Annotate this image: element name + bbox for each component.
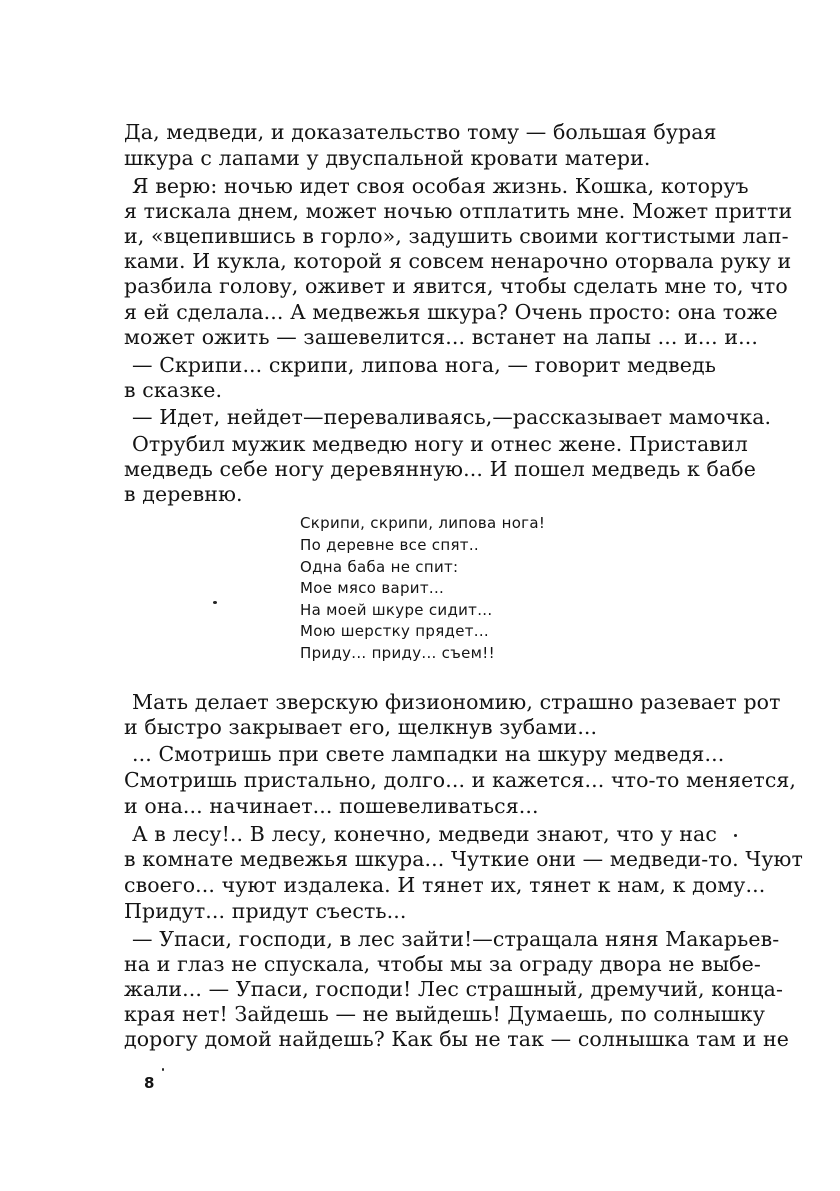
text-line: ками. И кукла, которой я совсем ненарочно оторвала руку и: [124, 249, 792, 273]
verse-line: По деревне все спят..: [300, 536, 479, 554]
page-number: 8: [144, 1074, 155, 1092]
verse-line: Скрипи, скрипи, липова нога!: [300, 514, 546, 532]
text-line: на и глаз не спускала, чтобы мы за ограду двора не выбе-: [124, 952, 761, 976]
text-line: я тискала днем, может ночью отплатить мне. Может притти: [124, 199, 793, 223]
verse-line: На моей шкуре сидит...: [300, 601, 493, 619]
text-line: своего... чуют издалека. И тянет их, тянет к нам, к дому...: [124, 873, 766, 897]
text-line: и, «вцепившись в горло», задушить своими когтистыми лап-: [124, 224, 789, 248]
text-line: я ей сделала... А медвежья шкура? Очень просто: она тоже: [124, 300, 778, 324]
verse-line: Одна баба не спит:: [300, 558, 459, 576]
text-line: Смотришь пристально, долго... и кажется... что-то меняется,: [124, 768, 797, 792]
text-line: Отрубил мужик медведю ногу и отнес жене. Приставил: [132, 432, 748, 456]
text-line: и быстро закрывает его, щелкнув зубами...: [124, 715, 598, 739]
text-line: жали... — Упаси, господи! Лес страшный, дремучий, конца-: [124, 977, 784, 1001]
text-line: в деревню.: [124, 482, 243, 506]
text-line: Придут... придут съесть...: [124, 899, 407, 923]
text-line: медведь себе ногу деревянную... И пошел медведь к бабе: [124, 457, 756, 481]
verse-line: Мою шерстку прядет...: [300, 622, 489, 640]
text-line: края нет! Зайдешь — не выйдешь! Думаешь, по солнышку: [124, 1002, 765, 1026]
text-line: А в лесу!.. В лесу, конечно, медведи знают, что у нас: [132, 822, 717, 846]
text-line: в сказке.: [124, 378, 223, 402]
text-line: — Идет, нейдет—переваливаясь,—рассказывает мамочка.: [132, 405, 772, 429]
text-line: — Упаси, господи, в лес зайти!—стращала няня Макарьев-: [132, 927, 780, 951]
text-line: и она... начинает... пошевеливаться...: [124, 794, 539, 818]
text-line: ... Смотришь при свете лампадки на шкуру медведя...: [132, 742, 725, 766]
print-speck: [162, 1068, 164, 1071]
verse-line: Мое мясо варит...: [300, 579, 445, 597]
text-line: в комнате медвежья шкура... Чуткие они — медведи-то. Чуют: [124, 847, 803, 871]
print-speck: [213, 601, 217, 604]
text-line: — Скрипи... скрипи, липова нога, — говорит медведь: [132, 353, 716, 377]
text-line: Да, медведи, и доказательство тому — большая бурая: [124, 120, 717, 144]
text-line: дорогу домой найдешь? Как бы не так — солнышка там и не: [124, 1027, 789, 1051]
text-line: шкура с лапами у двуспальной кровати матери.: [124, 146, 651, 170]
verse-line: Приду... приду... съем!!: [300, 644, 495, 662]
text-line: разбила голову, оживет и явится, чтобы сделать мне то, что: [124, 274, 788, 298]
print-speck: [734, 834, 737, 837]
text-line: Я верю: ночью идет своя особая жизнь. Кошка, которуъ: [132, 174, 749, 198]
text-line: может ожить — зашевелится... встанет на лапы ... и... и...: [124, 325, 758, 349]
text-line: Мать делает зверскую физиономию, страшно разевает рот: [132, 690, 781, 714]
